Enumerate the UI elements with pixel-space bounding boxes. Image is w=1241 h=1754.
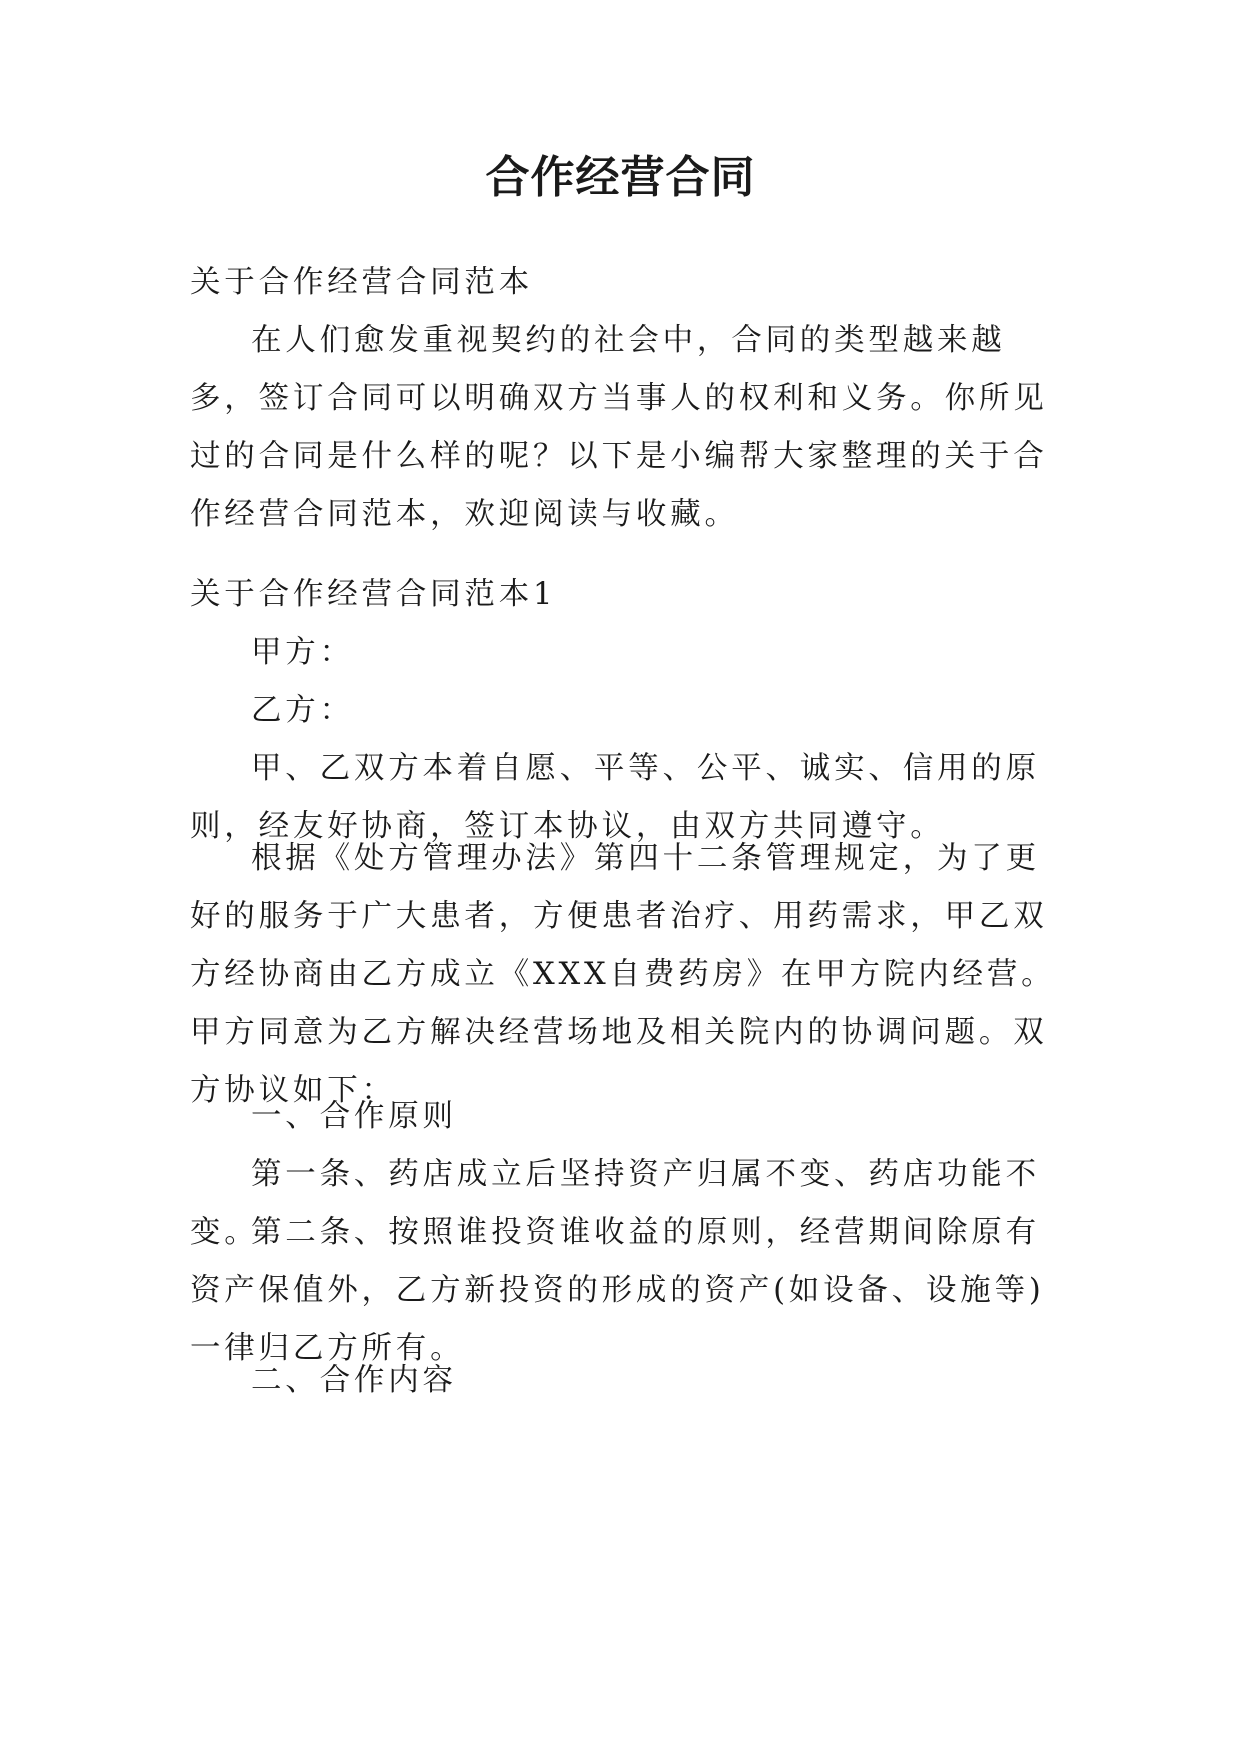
- basis-paragraph: 根据《处方管理办法》第四十二条管理规定，为了更好的服务于广大患者，方便患者治疗、用药需求，甲乙双方经协商由乙方成立《XXX自费药房》在甲方院内经营。甲方同意为乙方解决经营场地及相关院内的协调问题。双方协议如下：: [190, 841, 1056, 1108]
- party-a-line: 甲方：: [251, 635, 354, 670]
- principles-paragraph: 甲、乙双方本着自愿、平等、公平、诚实、信用的原则，经友好协商，签订本协议，由双方共同遵守。: [190, 751, 1040, 844]
- clause-heading-1: 一、合作原则: [251, 1099, 457, 1134]
- page-title: 合作经营合同: [485, 152, 756, 203]
- clause-article-2: 第二条、按照谁投资谁收益的原则，经营期间除原有资产保值外，乙方新投资的形成的资产(如设备、设施等)一律归乙方所有。: [190, 1215, 1045, 1366]
- intro-paragraph: 在人们愈发重视契约的社会中，合同的类型越来越多，签订合同可以明确双方当事人的权利和义务。你所见过的合同是什么样的呢？以下是小编帮大家整理的关于合作经营合同范本，欢迎阅读与收藏。: [190, 323, 1048, 532]
- section-heading-1: 关于合作经营合同范本1: [190, 577, 557, 612]
- section-heading: 关于合作经营合同范本: [190, 265, 533, 300]
- clause-heading-2: 二、合作内容: [251, 1363, 457, 1398]
- party-b-line: 乙方：: [251, 693, 354, 728]
- clause-article-1: 第一条、药店成立后坚持资产归属不变、药店功能不变。: [190, 1157, 1040, 1250]
